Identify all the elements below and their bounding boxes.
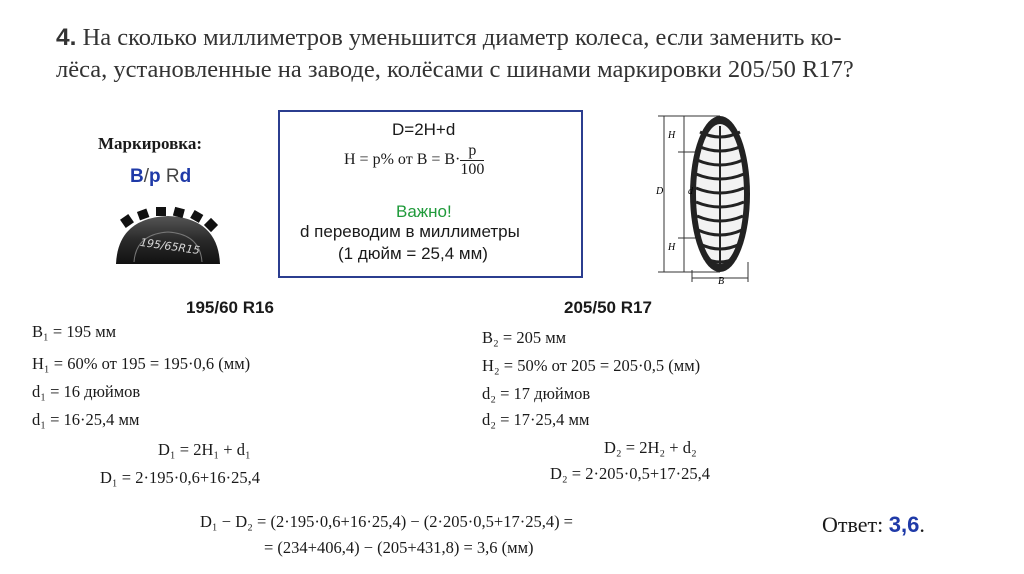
formula-d: D=2H+d: [392, 120, 456, 139]
marking-title: Маркировка:: [98, 134, 203, 153]
fraction-numerator: p: [460, 142, 484, 161]
answer-label: Ответ:: [822, 512, 884, 537]
formula-fraction: [460, 142, 484, 179]
marking-slash: /: [143, 166, 150, 187]
task-number: 4.: [56, 24, 77, 51]
label-d-small: d: [688, 186, 693, 197]
marking-code: [130, 166, 191, 188]
left-D-value: D₁ = 2·195·0,6+16·25,4: [100, 468, 261, 487]
inch-conversion: (1 дюйм = 25,4 мм): [338, 244, 488, 263]
tire-sidewall-image: [112, 206, 224, 266]
right-column-header: 205/50 R17: [564, 298, 652, 317]
answer-dot: .: [919, 512, 925, 537]
answer: [822, 512, 925, 538]
right-d-inches: d₂ = 17 дюймов: [482, 384, 591, 403]
left-h: H₁ = 60% от 195 = 195·0,6 (мм): [32, 354, 251, 373]
formula-h: [344, 142, 484, 179]
task-line-1: На сколько миллиметров уменьшится диаметр колеса, если заменить ко-: [82, 24, 842, 51]
marking-r: R: [165, 166, 180, 187]
formula-d-note: d переводим в миллиметры: [300, 222, 520, 241]
marking-p: p: [149, 166, 161, 187]
formula-h-prefix: H = p% от B = B·: [344, 151, 461, 169]
formula-box: [278, 110, 583, 278]
right-D-formula: D₂ = 2H₂ + d₂: [604, 438, 697, 457]
difference-line-1: D₁ − D₂ = (2·195·0,6+16·25,4) − (2·205·0,5+17·25,4) =: [200, 512, 573, 531]
fraction-denominator: 100: [460, 161, 485, 178]
left-column-header: 195/60 R16: [186, 298, 274, 317]
task-text: [56, 22, 854, 86]
right-h: H₂ = 50% от 205 = 205·0,5 (мм): [482, 356, 701, 375]
label-d-big: D: [656, 186, 664, 197]
important-note: Важно!: [396, 202, 452, 221]
left-b: B₁ = 195 мм: [32, 322, 117, 341]
left-D-formula: D₁ = 2H₁ + d₁: [158, 440, 251, 459]
right-D-value: D₂ = 2·205·0,5+17·25,4: [550, 464, 711, 483]
left-d-inches: d₁ = 16 дюймов: [32, 382, 141, 401]
right-b: B₂ = 205 мм: [482, 328, 567, 347]
right-d-mm: d₂ = 17·25,4 мм: [482, 410, 590, 429]
task-line-2: лёса, установленные на заводе, колёсами с шинами маркировки 205/50 R17?: [56, 56, 854, 83]
difference-line-2: = (234+406,4) − (205+431,8) = 3,6 (мм): [264, 538, 534, 557]
marking-b: B: [130, 166, 144, 187]
label-h-top: H: [668, 130, 676, 141]
label-b: B: [718, 276, 725, 284]
left-d-mm: d₁ = 16·25,4 мм: [32, 410, 140, 429]
label-h-bottom: H: [668, 242, 676, 253]
tire-sidewall-label: 195/65R15: [139, 235, 201, 258]
tire-diagram: [626, 112, 756, 284]
answer-value: 3,6: [888, 512, 920, 537]
marking-d: d: [179, 166, 192, 187]
